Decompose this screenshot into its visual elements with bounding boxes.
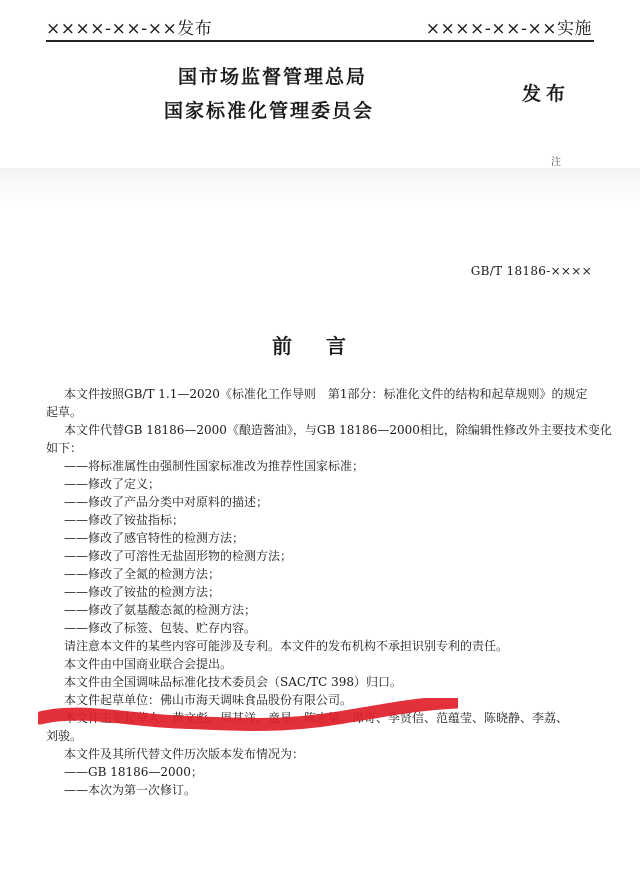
body-line: 请注意本文件的某些内容可能涉及专利。本文件的发布机构不承担识别专利的责任。 [64,639,509,653]
list-item: ——本次为第一次修订。 [64,783,197,797]
body-line: 本文件代替GB 18186—2000《酿造酱油》，与GB 18186—2000相比，除编辑性修改外主要技术变化 [64,423,612,437]
standard-number: GB/T 18186-×××× [470,264,592,278]
issue-date: ××××-××-××发布 [46,19,213,39]
list-item: ——修改了定义； [64,477,161,491]
list-item: ——修改了标签、包装、贮存内容。 [64,621,257,635]
page-title: 前言 [272,334,380,358]
drafters-line-cont: 刘骏。 [46,729,83,743]
body-line: 本文件起草单位：佛山市海天调味食品股份有限公司。 [64,693,353,707]
list-item: ——修改了可溶性无盐固形物的检测方法； [64,549,293,563]
list-item: ——修改了氨基酸态氮的检测方法； [64,603,257,617]
issuer-line-1: 国市场监督管理总局 [178,66,368,88]
body-line: 本文件由中国商业联合会提出。 [64,657,233,671]
list-item: ——将标准属性由强制性国家标准改为推荐性国家标准； [64,459,365,473]
list-item: ——修改了产品分类中对原料的描述； [64,495,269,509]
list-item: ——修改了感官特性的检测方法； [64,531,245,545]
list-item: ——修改了铵盐指标； [64,513,185,527]
red-redaction-stroke [38,698,458,738]
list-item: ——修改了全氮的检测方法； [64,567,221,581]
body-line: 如下： [46,441,83,455]
note-mark: 注 [551,157,561,168]
drafters-line: 本文件主要起草人：黄文彪、周其洋、童星、陈志第、谭奇、李贤信、范蕴莹、陈晓静、李荔、 [64,711,569,725]
header-rule [46,40,594,42]
page-break-shadow [0,168,640,208]
publish-label: 发布 [522,83,571,105]
body-line: 本文件按照GB/T 1.1—2020《标准化工作导则 第1部分：标准化文件的结构和起草规则》的规定 [64,387,588,401]
list-item: ——GB 18186—2000； [64,765,203,779]
implement-date: ××××-××-××实施 [425,19,592,39]
list-item: ——修改了铵盐的检测方法； [64,585,221,599]
issuer-line-2: 国家标准化管理委员会 [164,100,375,122]
body-line: 本文件由全国调味品标准化技术委员会（SAC/TC 398）归口。 [64,675,403,689]
body-line: 本文件及其所代替文件历次版本发布情况为： [64,747,305,761]
body-line: 起草。 [46,405,83,419]
